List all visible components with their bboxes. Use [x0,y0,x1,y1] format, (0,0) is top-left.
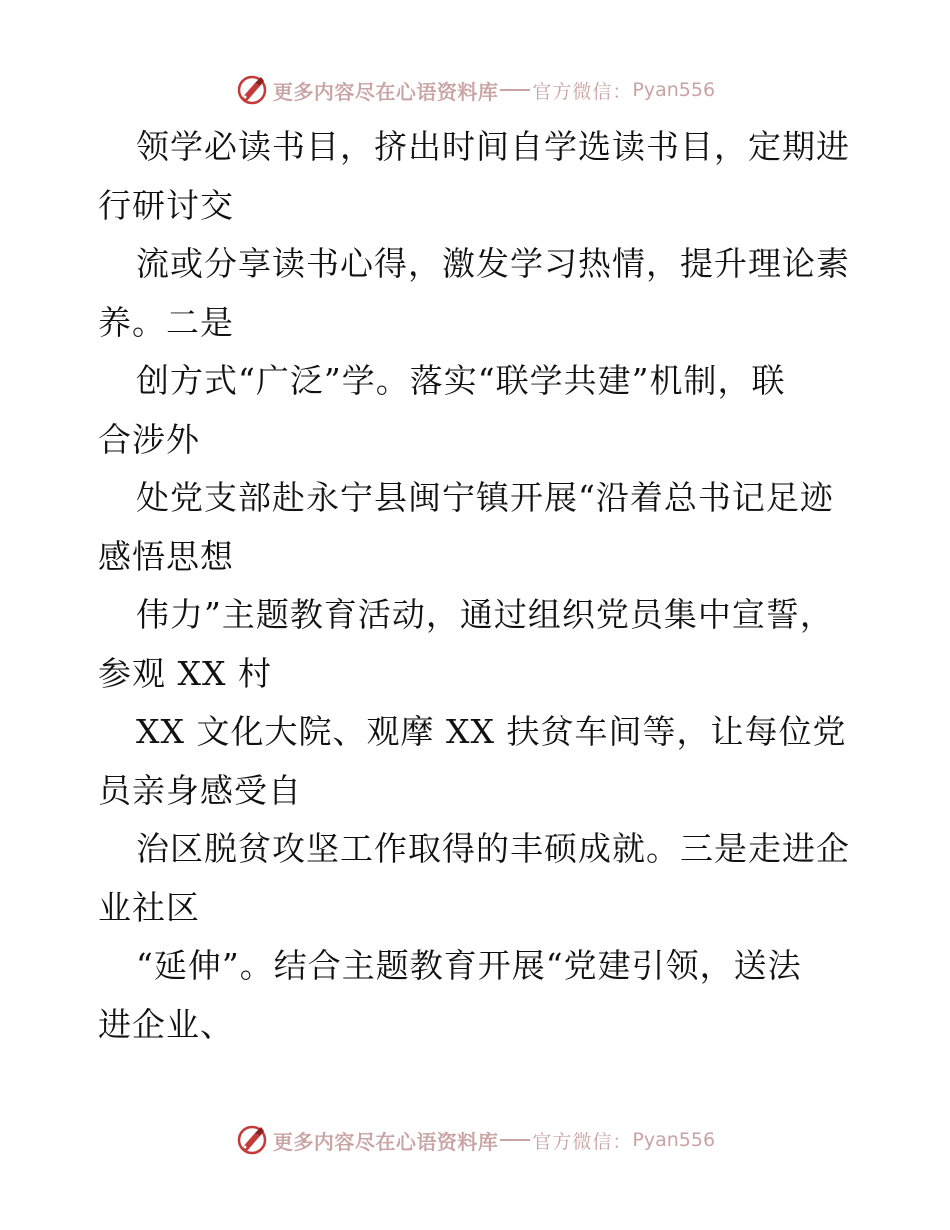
footer-watermark [0,1120,950,1160]
document-body [98,118,858,1054]
body-line: 领学必读书目，挤出时间自学选读书目，定期进 [136,127,850,166]
body-line: 感悟思想 [98,536,234,576]
watermark-wechat-id: Pyan556 [632,79,716,101]
body-line: 行研讨交 [98,185,234,225]
watermark-official-label: 官方微信： [532,80,633,103]
body-line: 伟力”主题教育活动，通过组织党员集中宣誓， [136,595,834,634]
body-line: 参观 XX 村 [98,653,272,693]
body-line: 养。二是 [98,302,234,342]
header-watermark [0,70,950,110]
watermark-wechat-id: Pyan556 [632,1129,716,1151]
body-line: 员亲身感受自 [98,770,302,810]
watermark-brand: 更多内容尽在心语资料库 [272,79,499,104]
watermark-official-label: 官方微信： [532,1130,633,1153]
body-line: 创方式“广泛”学。落实“联学共建”机制，联 [136,361,786,400]
watermark-dash [500,89,530,91]
body-line: 合涉外 [98,419,200,459]
body-line: XX 文化大院、观摩 XX 扶贫车间等，让每位党 [136,712,847,751]
watermark-brand: 更多内容尽在心语资料库 [272,1129,499,1154]
pen-nib-icon [235,1123,269,1157]
body-line: 处党支部赴永宁县闽宁镇开展“沿着总书记足迹 [136,478,834,517]
body-line: 进企业、 [98,1004,234,1044]
body-line: 治区脱贫攻坚工作取得的丰硕成就。三是走进企 [136,829,850,868]
body-line: 业社区 [98,887,200,927]
watermark-dash [500,1139,530,1141]
pen-nib-icon [235,73,269,107]
body-line: 流或分享读书心得，激发学习热情，提升理论素 [136,244,850,283]
body-line: “延伸”。结合主题教育开展“党建引领，送法 [136,946,802,985]
